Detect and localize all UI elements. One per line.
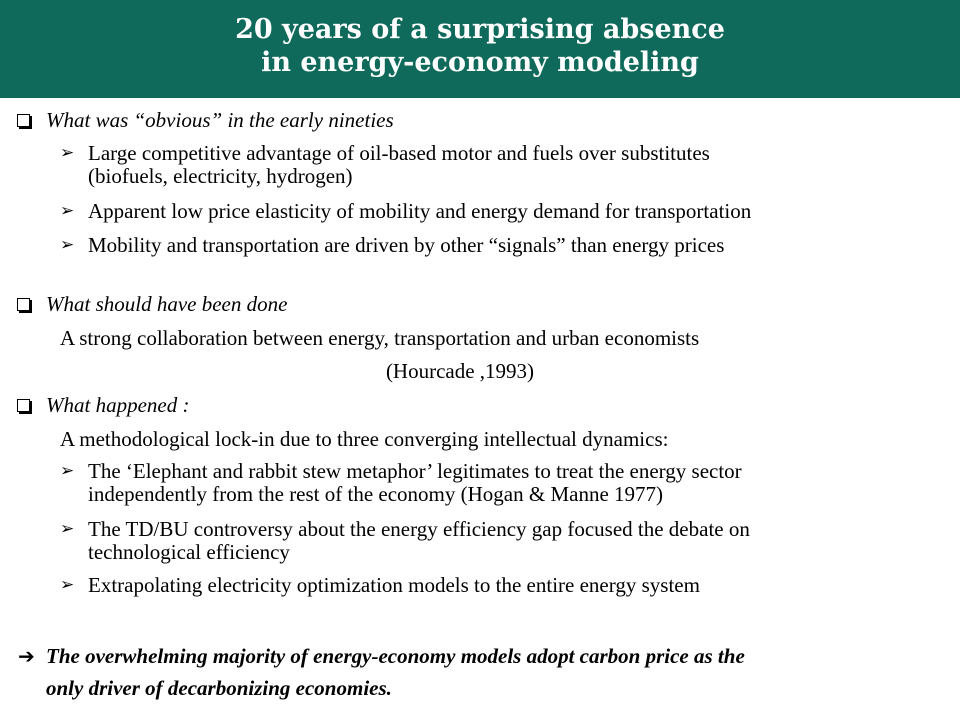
section-text: A strong collaboration between energy, transportation and urban economists — [60, 326, 700, 350]
bullet-text: Apparent low price elasticity of mobility and energy demand for transportation — [88, 199, 752, 223]
section-heading-should: What should have been done — [46, 292, 288, 316]
section-intro: A methodological lock-in due to three converging intellectual dynamics: — [60, 427, 669, 451]
arrow-bullet-icon: ➢ — [60, 201, 75, 221]
bullet-text: Large competitive advantage of oil-based motor and fuels over substitutes — [88, 141, 710, 165]
bullet-text-continued: (biofuels, electricity, hydrogen) — [88, 164, 353, 188]
arrow-bullet-icon: ➢ — [60, 461, 75, 481]
bullet-text: The ‘Elephant and rabbit stew metaphor’ legitimates to treat the energy sector — [88, 459, 742, 483]
checkbox-icon — [17, 298, 30, 311]
bullet-text-continued: technological efficiency — [88, 540, 290, 564]
conclusion-text: The overwhelming majority of energy-economy models adopt carbon price as the — [46, 644, 745, 668]
arrow-right-icon: ➔ — [18, 644, 35, 668]
section-heading-happened: What happened : — [46, 393, 190, 417]
bullet-text-continued: independently from the rest of the economy (Hogan & Manne 1977) — [88, 482, 664, 506]
bullet-text: Mobility and transportation are driven by other “signals” than energy prices — [88, 233, 725, 257]
slide-title-line-2: in energy-economy modeling — [261, 47, 699, 78]
slide-title — [0, 13, 960, 79]
section-heading-obvious: What was “obvious” in the early nineties — [46, 108, 394, 132]
arrow-bullet-icon: ➢ — [60, 519, 75, 539]
arrow-bullet-icon: ➢ — [60, 143, 75, 163]
citation: (Hourcade ,1993) — [385, 359, 535, 383]
checkbox-icon — [17, 399, 30, 412]
bullet-text: Extrapolating electricity optimization models to the entire energy system — [88, 573, 700, 597]
slide-title-line-1: 20 years of a surprising absence — [235, 14, 725, 45]
arrow-bullet-icon: ➢ — [60, 575, 75, 595]
bullet-text: The TD/BU controversy about the energy efficiency gap focused the debate on — [88, 517, 750, 541]
title-banner — [0, 0, 960, 98]
checkbox-icon — [17, 114, 30, 127]
arrow-bullet-icon: ➢ — [60, 235, 75, 255]
conclusion-text-continued: only driver of decarbonizing economies. — [46, 676, 392, 700]
